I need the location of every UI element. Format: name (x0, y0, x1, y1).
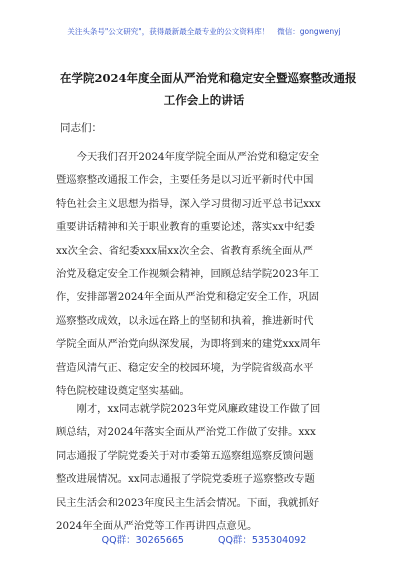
footer-qq-group-1: QQ群：30265665 (101, 535, 184, 546)
paragraph-line: 刚才，xx同志就学院2023年党风廉政建设工作做了回 (56, 403, 321, 415)
paragraph-line: 治党及稳定安全工作视频会精神，回顾总结学院2023年工 (56, 267, 320, 280)
paragraph-line: 重要讲话精神和关于职业教育的重要论述，落实xx中纪委 (56, 221, 315, 234)
paragraph-2 (56, 398, 360, 538)
paragraph-line: 学院全面从严治党向纵深发展，为即将到来的建党xxx周年 (56, 338, 321, 351)
document-title-line-2: 工作会上的讲话 (163, 93, 245, 107)
header-wechat-text: 微信：gongwenyj (277, 27, 341, 36)
paragraph-line: 2024年全面从严治党等工作再讲四点意见。 (56, 519, 258, 532)
paragraph-line: 民主生活会和2023年度民主生活会情况。下面，我就抓好 (56, 496, 320, 509)
header-promo-text: 关注头条号"公文研究"，获得最新最全最专业的公文资料库！ (67, 27, 270, 36)
paragraph-line: 今天我们召开2024年度学院全面从严治党和稳定安全 (56, 151, 320, 163)
paragraph-line: 作，安排部署2024年全面从严治党和稳定安全工作，巩固 (56, 291, 320, 304)
greeting: 同志们： (60, 122, 102, 134)
footer-contact (0, 532, 408, 546)
document-title-line-1: 在学院2024年度全面从严治党和稳定安全暨巡察整改通报 (60, 71, 357, 85)
paragraph-line: 整改进展情况。xx同志通报了学院党委班子巡察整改专题 (56, 473, 315, 486)
paragraph-line: 特色社会主义思想为指导，深入学习贯彻习近平总书记xxx (56, 197, 321, 210)
footer-qq-group-2: QQ群：535304092 (217, 535, 307, 546)
paragraph-line: xx次全会、省纪委xxx届xx次全会、省教育系统全面从严 (56, 244, 313, 257)
header-banner (0, 26, 408, 37)
paragraph-line: 同志通报了学院党委关于对市委第五巡察组巡察反馈问题 (56, 449, 314, 462)
paragraph-line: 顾总结，对2024年落实全面从严治党工作做了安排。xxx (56, 426, 316, 439)
paragraph-line: 特色院校建设奠定坚实基础。 (56, 384, 190, 397)
paragraph-1 (56, 146, 360, 403)
paragraph-line: 暨巡察整改通报工作会，主要任务是以习近平新时代中国 (56, 174, 314, 187)
paragraph-line: 营造风清气正、稳定安全的校园环境，为学院省级高水平 (56, 361, 314, 374)
paragraph-line: 巡察整改成效，以永远在路上的坚韧和执着，推进新时代 (56, 314, 314, 327)
